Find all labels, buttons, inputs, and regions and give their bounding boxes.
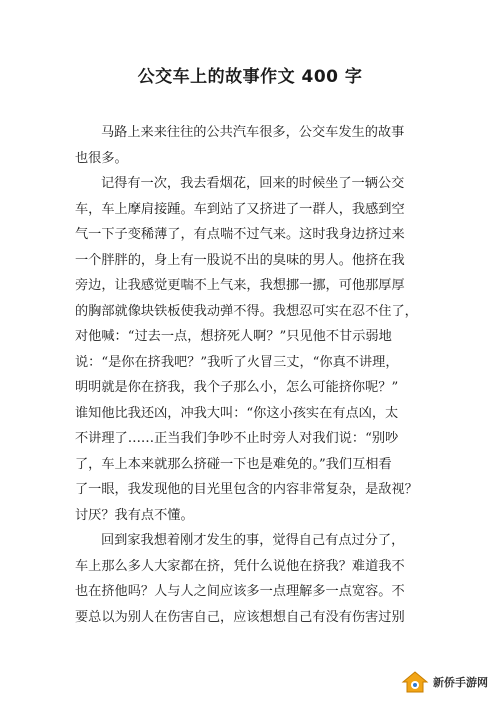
watermark-text: 新侨手游网 <box>433 676 488 689</box>
essay-line: 讨厌？我有点不懂。 <box>75 507 194 523</box>
essay-line: 谁知他比我还凶，冲我大叫：“你这小孩实在有点凶，太 <box>75 405 399 421</box>
essay-line: 不讲理了……正当我们争吵不止时旁人对我们说：“别吵 <box>75 431 399 446</box>
essay-line: 了一眼，我发现他的目光里包含的内容非常复杂，是敌视？ <box>75 482 418 497</box>
essay-line: 说：“是你在挤我吧？”我听了火冒三丈，“你真不讲理， <box>75 354 399 370</box>
essay-body <box>75 120 433 630</box>
essay-line: 也很多。 <box>75 150 128 166</box>
logo-house-icon <box>401 670 429 694</box>
page-title: 公交车上的故事作文 400 字 <box>137 67 363 87</box>
essay-line: 气一下子变稀薄了，有点喘不过气来。这时我身边挤过来 <box>75 227 405 242</box>
site-watermark <box>401 670 488 694</box>
essay-line: 旁边，让我感觉更喘不上气来，我想挪一挪，可他那厚厚 <box>75 278 405 293</box>
essay-line: 马路上来来往往的公共汽车很多，公交车发生的故事 <box>101 125 405 140</box>
essay-line: 的胸部就像块铁板使我动弹不得。我想忍可实在忍不住了， <box>75 303 418 319</box>
essay-line: 对他喊：“过去一点，想挤死人啊？”只见他不甘示弱地 <box>75 329 392 344</box>
essay-line: 也在挤他吗？人与人之间应该多一点理解多一点宽容。不 <box>75 584 405 599</box>
essay-line: 明明就是你在挤我，我个子那么小，怎么可能挤你呢？” <box>75 380 399 395</box>
essay-line: 一个胖胖的，身上有一股说不出的臭味的男人。他挤在我 <box>75 252 405 268</box>
essay-line: 车，车上摩肩接踵。车到站了又挤进了一群人，我感到空 <box>75 201 405 217</box>
essay-line: 回到家我想着刚才发生的事，觉得自己有点过分了， <box>101 533 405 548</box>
essay-line: 车上那么多人大家都在挤，凭什么说他在挤我？难道我不 <box>75 558 405 574</box>
essay-line: 记得有一次，我去看烟花，回来的时候坐了一辆公交 <box>101 176 405 191</box>
essay-line: 了，车上本来就那么挤碰一下也是难免的。”我们互相看 <box>75 456 392 472</box>
essay-line: 要总以为别人在伤害自己，应该想想自己有没有伤害过别 <box>75 609 405 625</box>
